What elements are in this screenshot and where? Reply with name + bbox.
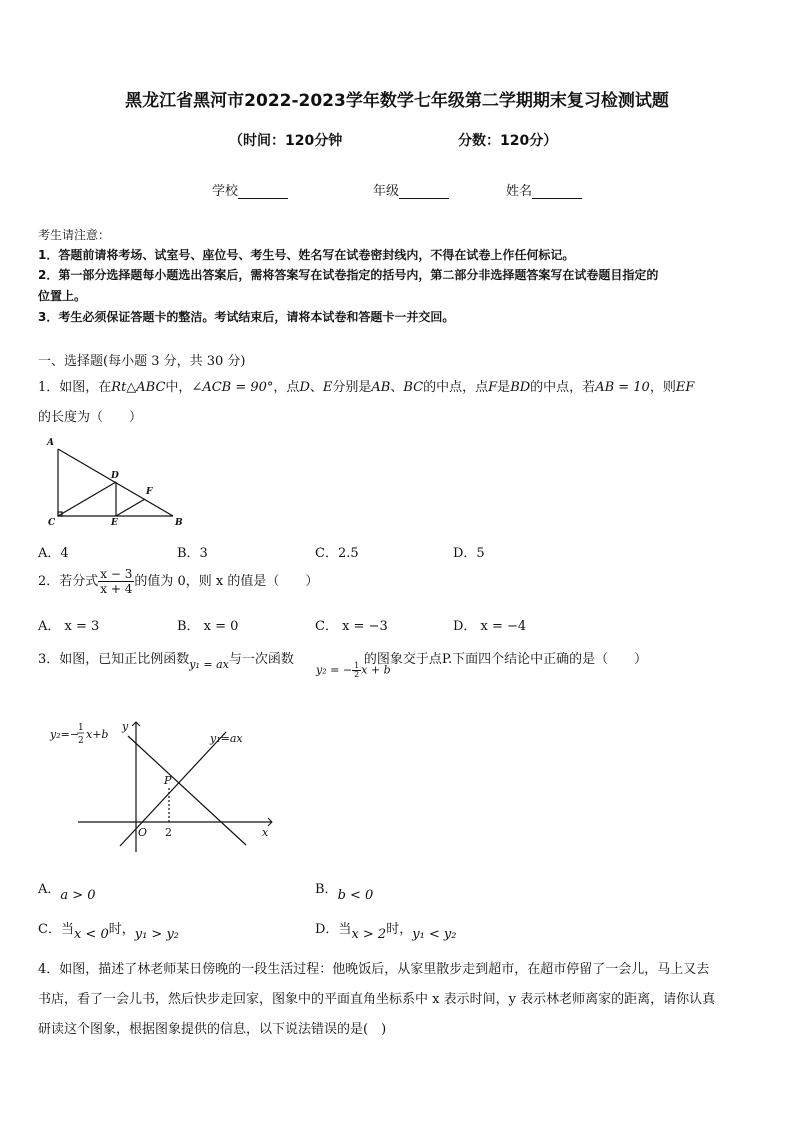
q2-denominator: x + 4 [100, 582, 133, 596]
label-o: O [138, 826, 148, 839]
right-angle-mark [58, 512, 62, 516]
exam-time: （时间：120分钟 [229, 133, 343, 149]
label-y: y [122, 720, 129, 733]
notice-item-2: 2．第一部分选择题每小题选出答案后，需将答案写在试卷指定的括号内，第二部分非选择题答案写在试卷题目指定的 [38, 268, 659, 282]
grade-label: 年级 [373, 184, 400, 199]
label-f: F [146, 487, 153, 497]
question-2: 2．若分式 $\frac{x - 3}{x + 4}$ 的值为 0，则 x 的值是（ ） [38, 567, 319, 596]
name-field[interactable] [506, 180, 582, 199]
question-1-line-1: 1．如图，在Rt△ABC中，∠ACB = 90°，点D、E分别是AB、BC的中点，点F是BD的中点，若AB = 10，则EF [38, 380, 695, 395]
label-e: E [111, 518, 118, 528]
page-title: 黑龙江省黑河市2022-2023学年数学七年级第二学期期末复习检测试题 [125, 91, 669, 111]
notice-item-2-cont: 位置上。 [38, 289, 87, 303]
q2-option-d[interactable]: D． x = −4 [453, 619, 527, 634]
label-d: D [111, 471, 119, 481]
question-1-figure [40, 436, 190, 531]
question-4-line-2: 书店，看了一会儿书，然后快步走回家，图象中的平面直角坐标系中 x 表示时间，y 表示林老师离家的距离，请你认真 [38, 992, 716, 1007]
grade-field[interactable] [373, 180, 449, 199]
school-label: 学校 [212, 184, 239, 199]
section-heading: 一、选择题(每小题 3 分，共 30 分) [38, 354, 246, 369]
question-4-line-1: 4．如图，描述了林老师某日傍晚的一段生活过程：他晚饭后，从家里散步走到超市，在超市停留了一会儿，马上又去 [38, 962, 710, 977]
q3-option-d[interactable]: D．当x > 2时，y₁ < y₂ [315, 922, 457, 942]
notice-item-1: 1．答题前请将考场、试室号、座位号、考生号、姓名写在试卷密封线内，不得在试卷上作任何标记。 [38, 248, 575, 262]
q2-numerator: x − 3 [100, 567, 133, 581]
label-two: 2 [165, 826, 172, 839]
question-4-line-3: 研读这个图象，根据图象提供的信息，以下说法错误的是( ) [38, 1022, 387, 1037]
q1-option-d[interactable]: D．5 [453, 546, 485, 561]
label-y1: y₁=ax [210, 732, 243, 745]
question-3-y2-expression: y₂ = − $\frac{1}{2}$ x + b [316, 661, 391, 679]
question-1-line-2: 的长度为（ ） [38, 410, 143, 425]
svg-text:2: 2 [78, 736, 84, 746]
q3-option-a[interactable]: A．a > 0 [38, 882, 96, 903]
svg-text:x+b: x+b [86, 728, 109, 741]
q2-option-c[interactable]: C． x = −3 [315, 619, 388, 634]
label-p: P [164, 774, 172, 787]
q2-option-b[interactable]: B． x = 0 [177, 619, 239, 634]
q1-option-b[interactable]: B．3 [177, 546, 208, 561]
question-3-graph [40, 712, 290, 862]
q3-option-c[interactable]: C．当x < 0时，y₁ > y₂ [38, 922, 180, 942]
label-c: C [48, 518, 56, 528]
svg-text:1: 1 [78, 723, 84, 733]
notice-heading: 考生请注意： [38, 228, 111, 242]
q3-option-b[interactable]: B．b < 0 [315, 882, 374, 903]
notice-item-3: 3．考生必须保证答题卡的整洁。考试结束后，请将本试卷和答题卡一并交回。 [38, 310, 455, 324]
label-a: A [47, 438, 54, 448]
label-b: B [175, 518, 183, 528]
q1-option-a[interactable]: A．4 [38, 546, 69, 561]
school-field[interactable] [212, 180, 288, 199]
segment-ef [116, 499, 145, 516]
label-y2: y₂=− [50, 728, 80, 741]
name-label: 姓名 [506, 184, 533, 199]
question-3: 3．如图，已知正比例函数$_{y_1 = ax}$与一次函数 的图象交于点P.下面四个结论中正确的是（ ） [38, 652, 648, 671]
q1-option-c[interactable]: C．2.5 [315, 546, 359, 561]
q2-option-a[interactable]: A． x = 3 [38, 619, 100, 634]
segment-cd [58, 482, 116, 516]
label-x: x [262, 826, 269, 839]
exam-score: 分数：120分） [458, 133, 558, 149]
